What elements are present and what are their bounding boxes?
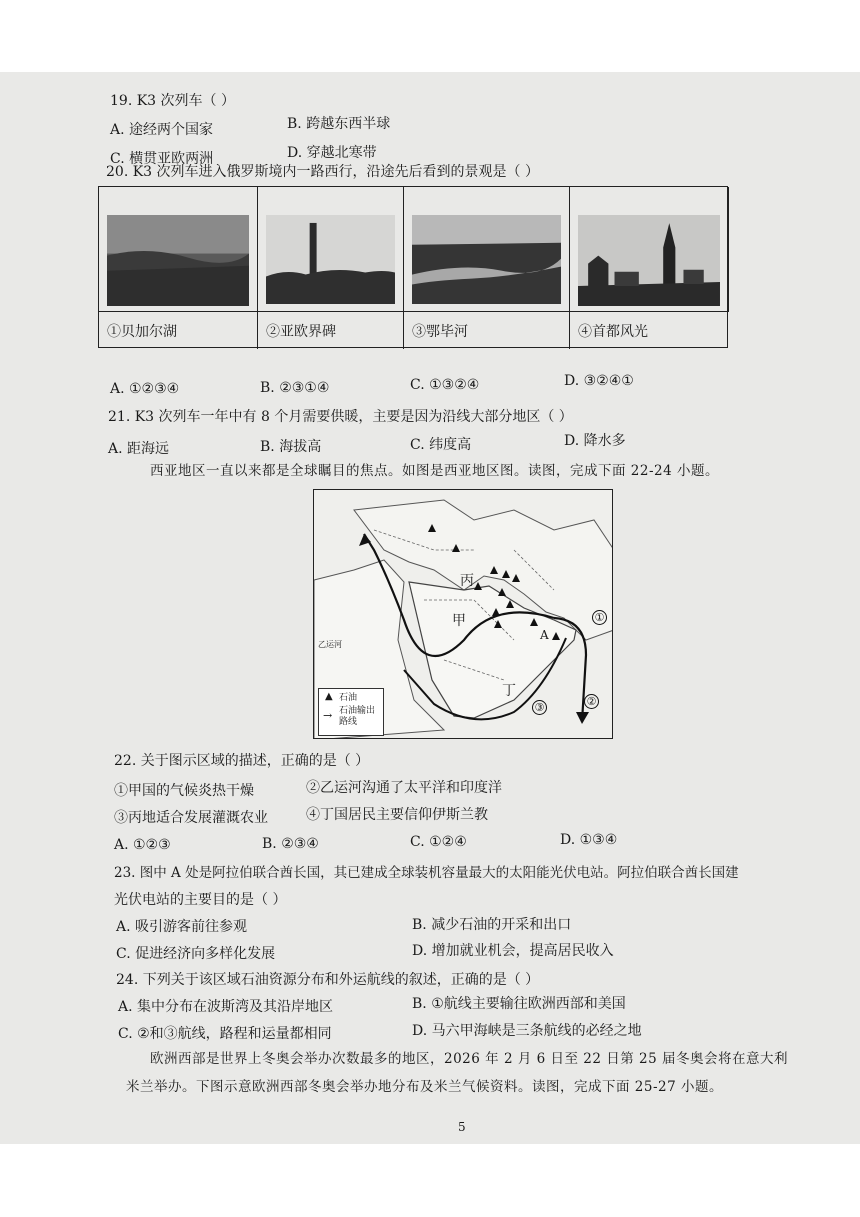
label-ding: 丁 [502, 683, 516, 699]
q22-statement-1: ①甲国的气候炎热干燥 [114, 783, 254, 799]
q22-stem: 22. 关于图示区域的描述，正确的是（ ） [114, 753, 370, 769]
label-bing: 丙 [460, 573, 474, 589]
q21-stem: 21. K3 次列车一年中有 8 个月需要供暖，主要是因为沿线大部分地区（ ） [108, 409, 573, 425]
q23-option-d: D. 增加就业机会，提高居民收入 [412, 943, 614, 959]
q20-option-b: B. ②③①④ [260, 380, 330, 396]
q24-option-a: A. 集中分布在波斯湾及其沿岸地区 [118, 999, 334, 1015]
q19-option-a: A. 途经两个国家 [110, 122, 214, 138]
route-3-marker: ③ [532, 700, 547, 715]
q21-option-a: A. 距海远 [108, 441, 170, 457]
q24-option-b: B. ①航线主要输往欧洲西部和美国 [412, 996, 626, 1012]
q22-option-d: D. ①③④ [560, 832, 618, 848]
photo-moscow-kremlin [570, 187, 729, 311]
section-intro-west-asia: 西亚地区一直以来都是全球瞩目的焦点。如图是西亚地区图。读图，完成下面 22-24 小题。 [150, 463, 719, 479]
label-yi-canal: 乙运河 [318, 640, 342, 649]
q23-option-a: A. 吸引游客前往参观 [116, 919, 248, 935]
caption-obelisk: ②亚欧界碑 [266, 324, 336, 340]
photo-border-obelisk [258, 187, 404, 311]
legend-oil-icon: ▲ [325, 691, 333, 702]
q22-statement-4: ④丁国居民主要信仰伊斯兰教 [306, 807, 488, 823]
caption-capital: ④首都风光 [578, 324, 648, 340]
q24-option-d: D. 马六甲海峡是三条航线的必经之地 [412, 1023, 642, 1039]
q23-stem-line1: 23. 图中 A 处是阿拉伯联合酋长国，其已建成全球装机容量最大的太阳能光伏电站。阿拉伯联合酋长国建 [114, 865, 739, 881]
caption-ob-river: ③鄂毕河 [412, 324, 468, 340]
q22-option-c: C. ①②④ [410, 834, 467, 850]
q20-option-d: D. ③②④① [564, 373, 634, 389]
page-number: 5 [458, 1120, 466, 1134]
landscape-photo-table [98, 186, 728, 348]
q24-stem: 24. 下列关于该区域石油资源分布和外运航线的叙述，正确的是（ ） [116, 972, 540, 988]
legend-route-label: 石油输出路线 [339, 706, 376, 727]
west-asia-map [313, 489, 613, 739]
q21-option-b: B. 海拔高 [260, 439, 322, 455]
q23-stem-line2: 光伏电站的主要目的是（ ） [114, 892, 287, 908]
q22-statement-3: ③丙地适合发展灌溉农业 [114, 810, 268, 826]
q20-option-a: A. ①②③④ [110, 381, 180, 397]
photo-baikal [99, 187, 258, 311]
q19-stem: 19. K3 次列车（ ） [110, 93, 235, 109]
route-1-marker: ① [592, 610, 607, 625]
legend-oil-label: 石油 [339, 693, 358, 703]
route-2-marker: ② [584, 694, 599, 709]
q23-option-c: C. 促进经济向多样化发展 [116, 946, 276, 962]
q19-option-b: B. 跨越东西半球 [287, 116, 391, 132]
section-intro-europe-line2: 米兰举办。下图示意欧洲西部冬奥会举办地分布及米兰气候资料。读图，完成下面 25-27 小题。 [126, 1079, 723, 1095]
q24-option-c: C. ②和③航线，路程和运量都相同 [118, 1026, 332, 1042]
q21-option-d: D. 降水多 [564, 433, 626, 449]
map-legend [318, 688, 384, 736]
q20-option-c: C. ①③②④ [410, 377, 480, 393]
q20-stem: 20. K3 次列车进入俄罗斯境内一路西行，沿途先后看到的景观是（ ） [106, 164, 539, 180]
q22-statement-2: ②乙运河沟通了太平洋和印度洋 [306, 780, 502, 796]
q19-option-c: C. 横贯亚欧两洲 [110, 151, 214, 167]
q23-option-b: B. 减少石油的开采和出口 [412, 917, 572, 933]
section-intro-europe-line1: 欧洲西部是世界上冬奥会举办次数最多的地区，2026 年 2 月 6 日至 22 日第 25 届冬奥会将在意大利 [150, 1051, 789, 1067]
legend-route-arrow-icon: → [323, 709, 333, 722]
q19-option-d: D. 穿越北寒带 [287, 145, 377, 161]
label-a: A [540, 628, 549, 642]
caption-baikal: ①贝加尔湖 [107, 324, 177, 340]
q21-option-c: C. 纬度高 [410, 437, 472, 453]
q22-option-a: A. ①②③ [114, 837, 171, 853]
label-jia: 甲 [452, 613, 466, 629]
photo-ob-river [404, 187, 570, 311]
q22-option-b: B. ②③④ [262, 836, 319, 852]
